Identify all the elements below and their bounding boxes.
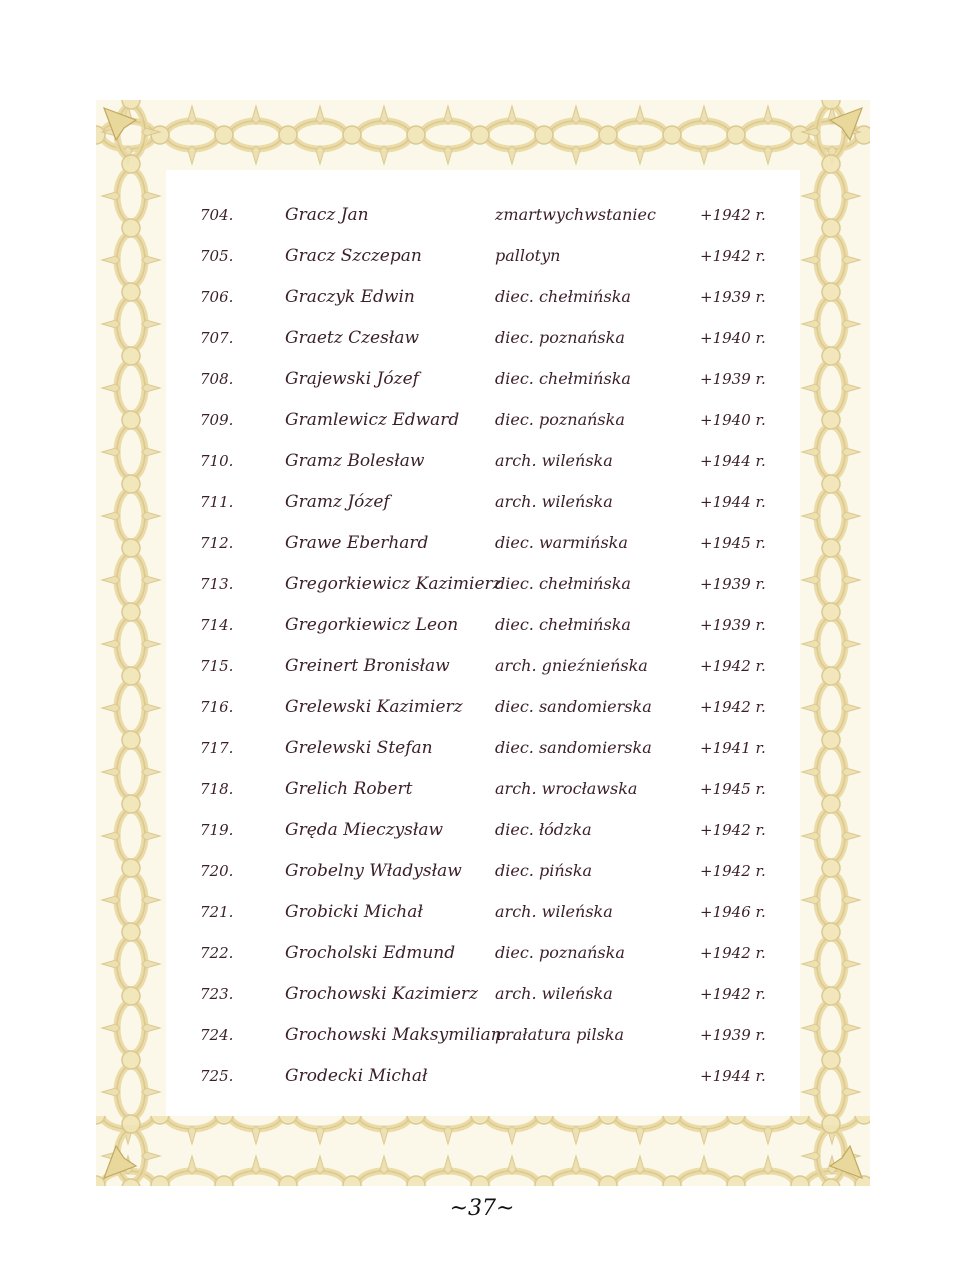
entry-name: Grodecki Michał [285,1066,428,1086]
entry-death-year: +1942 r. [700,247,766,265]
entry-death-year: +1945 r. [700,534,766,552]
list-item [190,651,790,681]
entry-name: Grajewski Józef [285,369,419,389]
list-item [190,610,790,640]
entry-number: 706. [200,288,234,306]
entry-number: 718. [200,780,234,798]
entry-diocese: prałatura pilska [495,1025,625,1044]
entry-diocese: zmartwychwstaniec [495,205,656,224]
entry-death-year: +1940 r. [700,411,766,429]
entry-diocese: arch. wileńska [495,492,613,511]
entry-diocese: arch. wileńska [495,902,613,921]
entry-number: 709. [200,411,234,429]
entry-number: 717. [200,739,234,757]
entry-number: 715. [200,657,234,675]
entry-diocese: diec. chełmińska [495,287,631,306]
entry-name: Grawe Eberhard [285,533,429,553]
entry-number: 713. [200,575,234,593]
list-item [190,364,790,394]
list-item [190,979,790,1009]
entry-number: 712. [200,534,234,552]
entry-number: 725. [200,1067,234,1085]
entry-name: Grobelny Władysław [285,861,462,881]
entry-death-year: +1942 r. [700,944,766,962]
list-item [190,282,790,312]
entry-death-year: +1942 r. [700,862,766,880]
list-item [190,241,790,271]
entry-name: Gregorkiewicz Leon [285,615,459,635]
entry-name: Gręda Mieczysław [285,820,444,840]
list-item [190,733,790,763]
list-item [190,856,790,886]
list-item [190,815,790,845]
list-item [190,1061,790,1091]
entry-diocese: arch. gnieźnieńska [495,656,648,675]
page-number: ~37~ [449,1196,515,1221]
entry-death-year: +1939 r. [700,616,766,634]
entry-name: Grocholski Edmund [285,943,456,963]
list-item [190,528,790,558]
entry-diocese: arch. wileńska [495,451,613,470]
entry-death-year: +1944 r. [700,1067,766,1085]
entry-diocese: diec. poznańska [495,943,625,962]
entry-number: 721. [200,903,234,921]
entry-diocese: pallotyn [495,246,561,265]
entry-death-year: +1945 r. [700,780,766,798]
entry-number: 710. [200,452,234,470]
entry-death-year: +1946 r. [700,903,766,921]
entry-name: Grochowski Maksymilian [285,1025,502,1045]
list-item [190,938,790,968]
entry-diocese: diec. poznańska [495,328,625,347]
list-item [190,487,790,517]
entry-diocese: diec. chełmińska [495,369,631,388]
list-item [190,446,790,476]
entry-death-year: +1939 r. [700,288,766,306]
entry-name: Gregorkiewicz Kazimierz [285,574,502,594]
entry-number: 705. [200,247,234,265]
entry-name: Grochowski Kazimierz [285,984,478,1004]
entry-diocese: diec. poznańska [495,410,625,429]
entry-death-year: +1942 r. [700,206,766,224]
list-item [190,692,790,722]
entry-name: Grobicki Michał [285,902,423,922]
entry-number: 720. [200,862,234,880]
entry-number: 724. [200,1026,234,1044]
entry-diocese: diec. warmińska [495,533,628,552]
name-list [190,196,790,1096]
entry-diocese: arch. wileńska [495,984,613,1003]
list-item [190,569,790,599]
list-item [190,897,790,927]
list-item [190,774,790,804]
entry-name: Grelewski Stefan [285,738,433,758]
entry-diocese: diec. chełmińska [495,615,631,634]
entry-name: Gracz Szczepan [285,246,422,266]
entry-death-year: +1942 r. [700,698,766,716]
list-item [190,200,790,230]
entry-death-year: +1939 r. [700,1026,766,1044]
list-item [190,1020,790,1050]
entry-name: Greinert Bronisław [285,656,450,676]
entry-name: Gramz Bolesław [285,451,425,471]
entry-number: 723. [200,985,234,1003]
entry-diocese: diec. chełmińska [495,574,631,593]
entry-number: 708. [200,370,234,388]
entry-name: Gramlewicz Edward [285,410,460,430]
entry-name: Gracz Jan [285,205,369,225]
entry-diocese: diec. sandomierska [495,738,652,757]
list-item [190,405,790,435]
entry-diocese: arch. wrocławska [495,779,638,798]
entry-number: 716. [200,698,234,716]
entry-name: Grelich Robert [285,779,413,799]
entry-death-year: +1939 r. [700,370,766,388]
entry-number: 707. [200,329,234,347]
entry-death-year: +1942 r. [700,657,766,675]
entry-number: 714. [200,616,234,634]
entry-death-year: +1939 r. [700,575,766,593]
entry-name: Graczyk Edwin [285,287,415,307]
entry-death-year: +1944 r. [700,452,766,470]
list-item [190,323,790,353]
entry-death-year: +1940 r. [700,329,766,347]
entry-diocese: diec. łódzka [495,820,592,839]
entry-diocese: diec. sandomierska [495,697,652,716]
entry-death-year: +1942 r. [700,821,766,839]
entry-diocese: diec. pińska [495,861,593,880]
entry-death-year: +1944 r. [700,493,766,511]
entry-number: 719. [200,821,234,839]
entry-name: Graetz Czesław [285,328,420,348]
entry-number: 722. [200,944,234,962]
entry-name: Grelewski Kazimierz [285,697,463,717]
entry-name: Gramz Józef [285,492,390,512]
entry-number: 704. [200,206,234,224]
entry-number: 711. [200,493,234,511]
entry-death-year: +1941 r. [700,739,766,757]
entry-death-year: +1942 r. [700,985,766,1003]
